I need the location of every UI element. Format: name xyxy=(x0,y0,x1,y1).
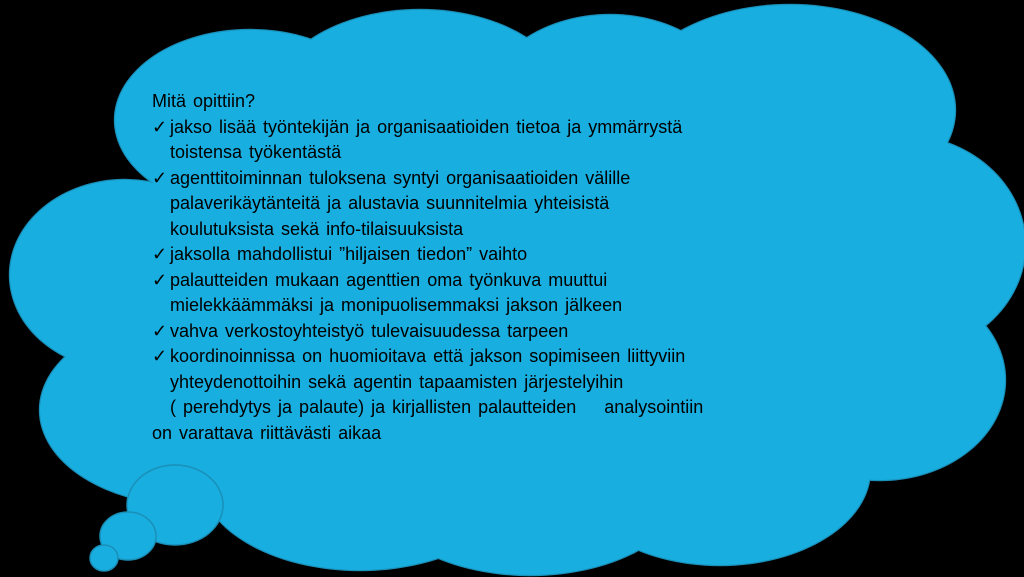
checkmark-icon: ✓ xyxy=(152,269,168,290)
bullet-line: jakso lisää työntekijän ja organisaatioiden tietoa ja ymmärrystä xyxy=(170,116,683,137)
bullet-item xyxy=(152,268,812,319)
bullet-line: analysointiin xyxy=(604,397,704,417)
checkmark-icon: ✓ xyxy=(152,346,168,366)
bullet-line: palautteiden mukaan agenttien oma työnkuva muuttui xyxy=(170,269,608,290)
bullet-line: mielekkäämmäksi ja monipuolisemmaksi jakson jälkeen xyxy=(170,295,623,315)
bullet-item xyxy=(152,242,812,268)
heading: Mitä opittiin? xyxy=(152,91,256,111)
bullet-item xyxy=(152,115,812,166)
bullet-line: agenttitoiminnan tuloksena syntyi organisaatioiden välille xyxy=(170,167,631,188)
bullet-line: vahva verkostoyhteistyö tulevaisuudessa tarpeen xyxy=(170,320,569,341)
bullet-item xyxy=(152,344,812,421)
bullet-line: koordinoinnissa on huomioitava että jakson sopimiseen liittyviin xyxy=(170,346,686,366)
bullet-line: jaksolla mahdollistui ”hiljaisen tiedon” vaihto xyxy=(170,244,528,264)
checkmark-icon: ✓ xyxy=(152,320,168,341)
bullet-line: toistensa työkentästä xyxy=(170,142,342,162)
checkmark-icon: ✓ xyxy=(152,244,168,264)
bullet-item xyxy=(152,166,812,243)
bullet-item xyxy=(152,319,812,345)
bullet-line: koulutuksista sekä info-tilaisuuksista xyxy=(170,218,464,239)
final-line: on varattava riittävästi aikaa xyxy=(152,422,382,443)
tail-bubble xyxy=(90,545,118,571)
checkmark-icon: ✓ xyxy=(152,116,168,137)
bullet-line: yhteydenottoihin sekä agentin tapaamisten järjestelyihin xyxy=(170,371,624,392)
slide-text xyxy=(152,89,812,446)
bullet-line: palaverikäytänteitä ja alustavia suunnitelmia yhteisistä xyxy=(170,193,610,213)
bullet-line: ( perehdytys ja palaute) ja kirjallisten palautteiden xyxy=(170,397,577,417)
checkmark-icon: ✓ xyxy=(152,167,168,188)
